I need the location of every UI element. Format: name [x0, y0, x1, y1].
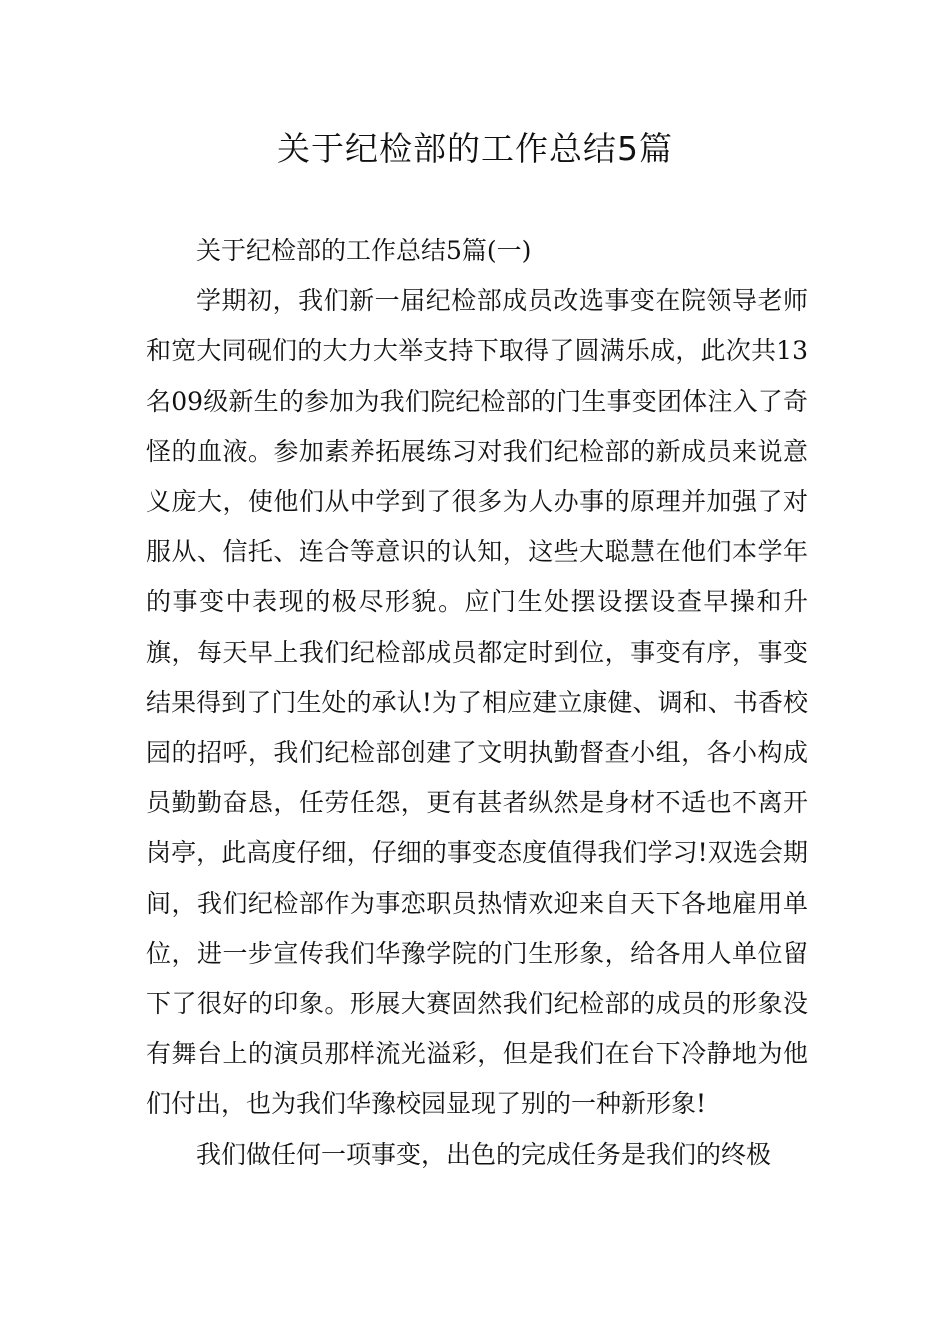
document-body — [146, 226, 808, 1180]
body-paragraph-1: 学期初，我们新一届纪检部成员改选事变在院领导老师和宽大同砚们的大力大举支持下取得了圆满乐成，此次共13名09级新生的参加为我们院纪检部的门生事变团体注入了奇怪的血液。参加素养拓展练习对我们纪检部的新成员来说意义庞大，使他们从中学到了很多为人办事的原理并加强了对服从、信托、连合等意识的认知，这些大聪慧在他们本学年的事变中表现的极尽形貌。应门生处摆设摆设查早操和升旗，每天早上我们纪检部成员都定时到位，事变有序，事变结果得到了门生处的承认!为了相应建立康健、调和、书香校园的招呼，我们纪检部创建了文明执勤督查小组，各小构成员勤勤奋恳，任劳任怨，更有甚者纵然是身材不适也不离开岗亭，此高度仔细，仔细的事变态度值得我们学习!双选会期间，我们纪检部作为事恋职员热情欢迎来自天下各地雇用单位，进一步宣传我们华豫学院的门生形象，给各用人单位留下了很好的印象。形展大赛固然我们纪检部的成员的形象没有舞台上的演员那样流光溢彩，但是我们在台下冷静地为他们付出，也为我们华豫校园显现了别的一种新形象! — [146, 286, 808, 1119]
section-heading: 关于纪检部的工作总结5篇(一) — [196, 236, 532, 265]
document-title: 关于纪检部的工作总结5篇 — [277, 129, 673, 168]
body-paragraph-2: 我们做任何一项事变，出色的完成任务是我们的终极 — [196, 1139, 772, 1169]
